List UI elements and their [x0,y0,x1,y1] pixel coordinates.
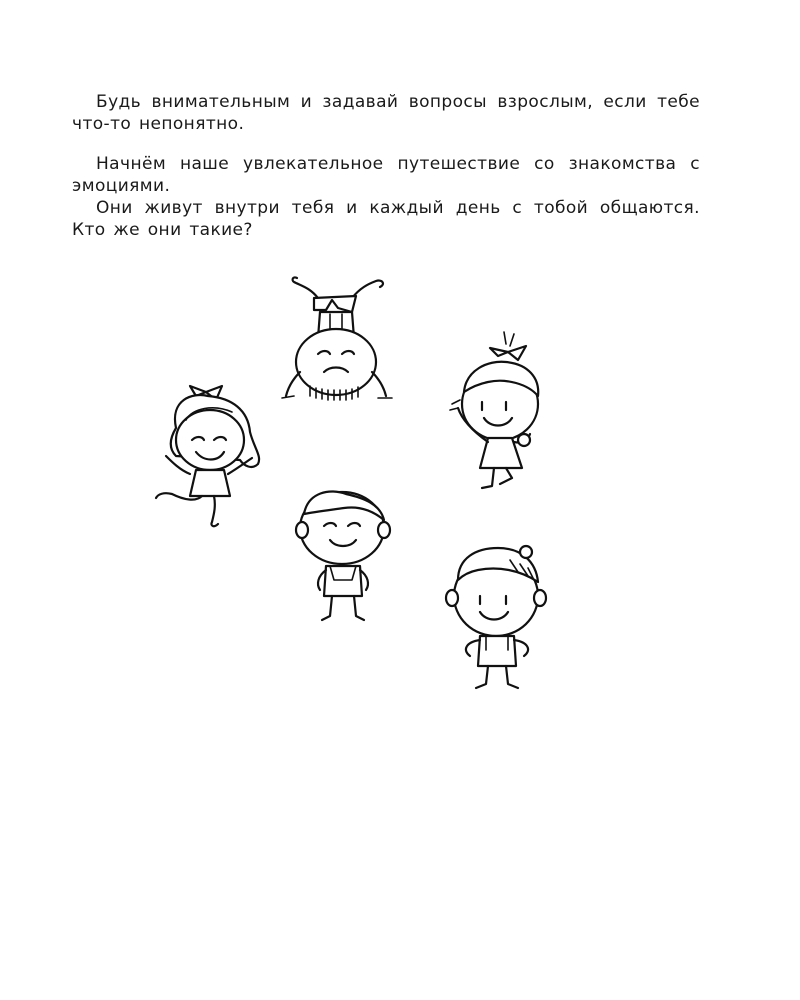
intro-line: Они живут внутри тебя и каждый день с тобой общаются. Кто же они такие? [72,198,700,240]
girl-left-figure [156,386,259,526]
boy-cap-figure [446,546,546,688]
intro-line: Будь внимательным и задавай вопросы взрослым, если тебе что-то непонятно. [72,92,700,134]
upside-down-kid-figure [282,277,392,400]
intro-line: Начнём наше увлекательное путешествие со знакомства с эмоциями. [72,154,700,196]
girl-waving-figure [450,332,538,488]
boy-center-figure [296,491,390,620]
